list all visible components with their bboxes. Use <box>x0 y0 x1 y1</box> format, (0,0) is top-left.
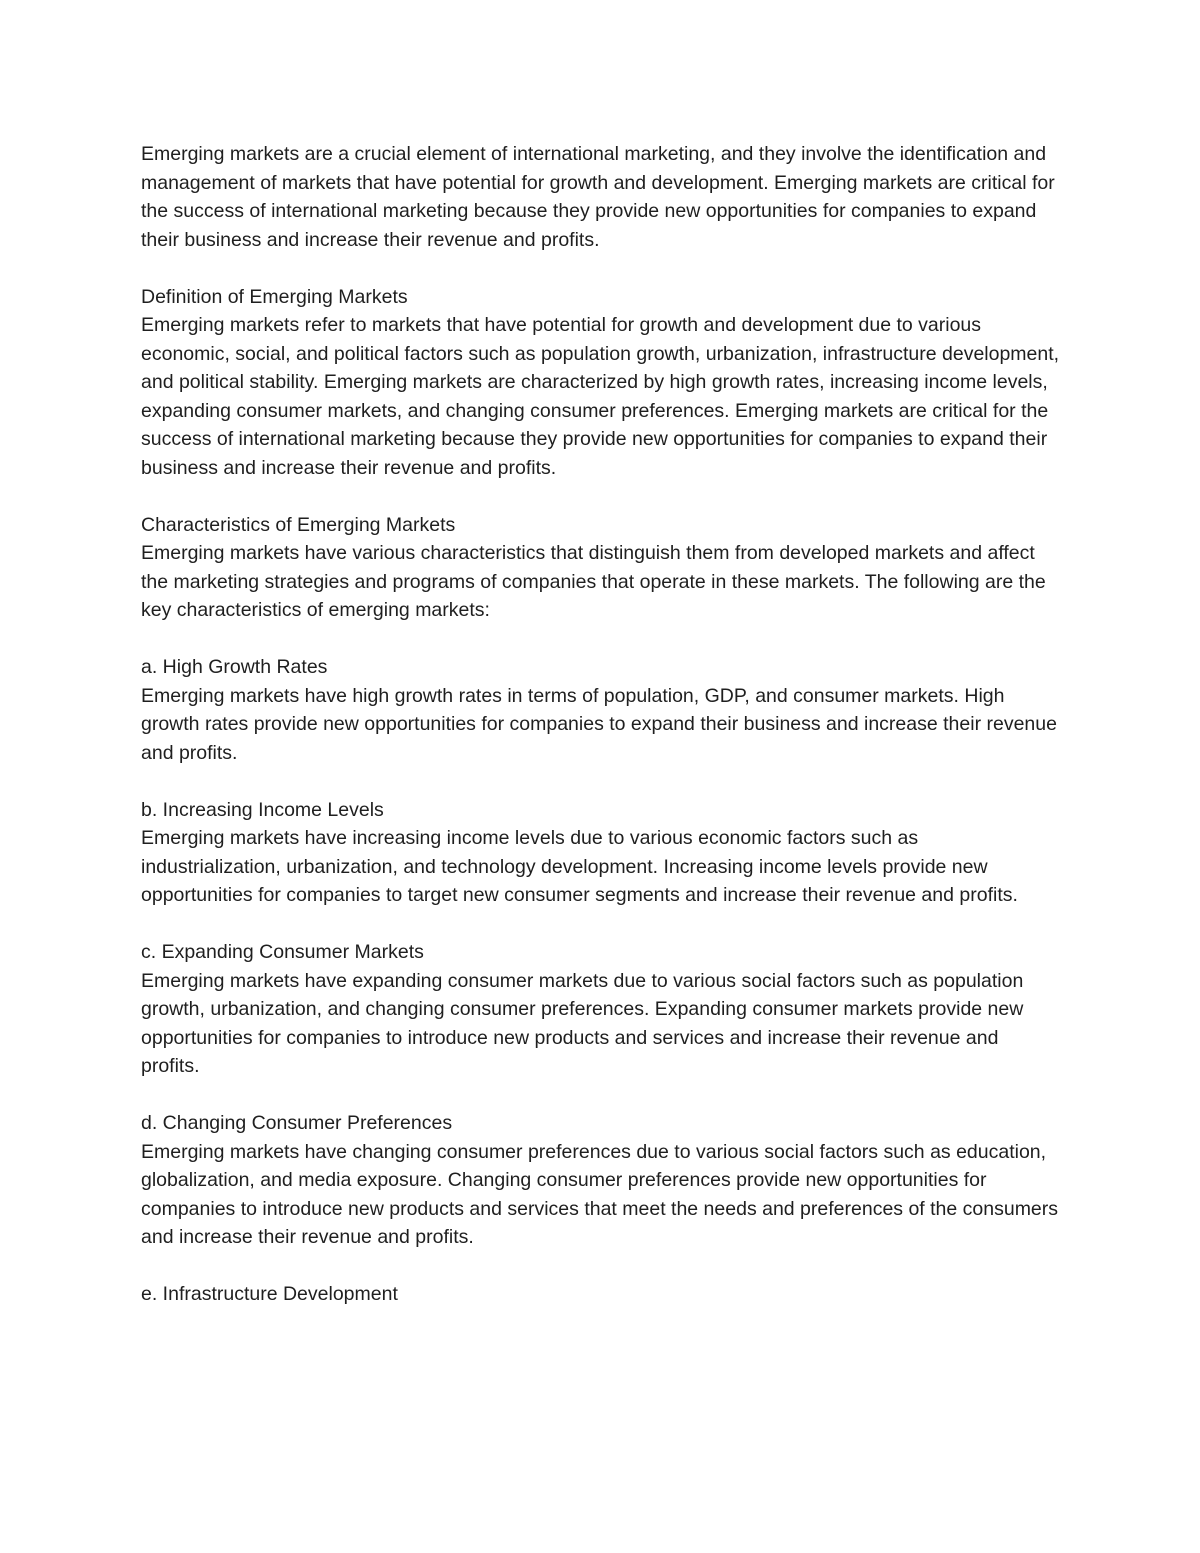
section-heading: c. Expanding Consumer Markets <box>141 941 424 963</box>
section-expanding-consumer-markets <box>141 938 1061 1081</box>
section-changing-consumer-preferences <box>141 1109 1061 1252</box>
section-heading: a. High Growth Rates <box>141 656 328 678</box>
section-paragraph: Emerging markets have high growth rates in terms of population, GDP, and consumer markets. High growth rates provide new opportunities for companies to expand their business and increase their revenue and profits. <box>141 684 1057 764</box>
section-definition <box>141 283 1061 483</box>
section-paragraph: Emerging markets have changing consumer preferences due to various social factors such as education, globalization, and media exposure. Changing consumer preferences provide new opportunities for companies to introduce new products and services that meet the needs and preferences of the consumers and increase their revenue and profits. <box>141 1140 1059 1248</box>
section-heading: b. Increasing Income Levels <box>141 798 384 821</box>
intro-paragraph: Emerging markets are a crucial element of international marketing, and they involve the identification and management of markets that have potential for growth and development. Emerging markets are critical for the success of international marketing because they provide new opportunities for companies to expand their business and increase their revenue and profits. <box>141 143 1055 251</box>
section-paragraph: Emerging markets have various characteristics that distinguish them from developed markets and affect the marketing strategies and programs of companies that operate in these markets. The following are the key characteristics of emerging markets: <box>141 542 1046 621</box>
section-paragraph: Emerging markets refer to markets that have potential for growth and development due to various economic, social, and political factors such as population growth, urbanization, infrastructure development, and political stability. Emerging markets are characterized by high growth rates, increasing income levels, expanding consumer markets, and changing consumer preferences. Emerging markets are critical for the success of international marketing because they provide new opportunities for companies to expand their business and increase their revenue and profits. <box>141 314 1060 479</box>
section-heading: d. Changing Consumer Preferences <box>141 1112 453 1134</box>
section-heading: Characteristics of Emerging Markets <box>141 513 456 536</box>
document-body <box>141 140 1061 1337</box>
section-heading: Definition of Emerging Markets <box>141 285 408 308</box>
section-heading: e. Infrastructure Development <box>141 1283 398 1305</box>
section-paragraph: Emerging markets have increasing income levels due to various economic factors such as industrialization, urbanization, and technology development. Increasing income levels provide new opportunities for companies to target new consumer segments and increase their revenue and profits. <box>141 827 1018 906</box>
intro-block <box>141 140 1061 254</box>
section-high-growth-rates <box>141 653 1061 767</box>
section-increasing-income-levels <box>141 796 1061 910</box>
section-infrastructure-development <box>141 1280 1061 1309</box>
section-paragraph: Emerging markets have expanding consumer markets due to various social factors such as population growth, urbanization, and changing consumer preferences. Expanding consumer markets provide new opportunities for companies to introduce new products and services and increase their revenue and profits. <box>141 969 1024 1077</box>
section-characteristics <box>141 511 1061 625</box>
